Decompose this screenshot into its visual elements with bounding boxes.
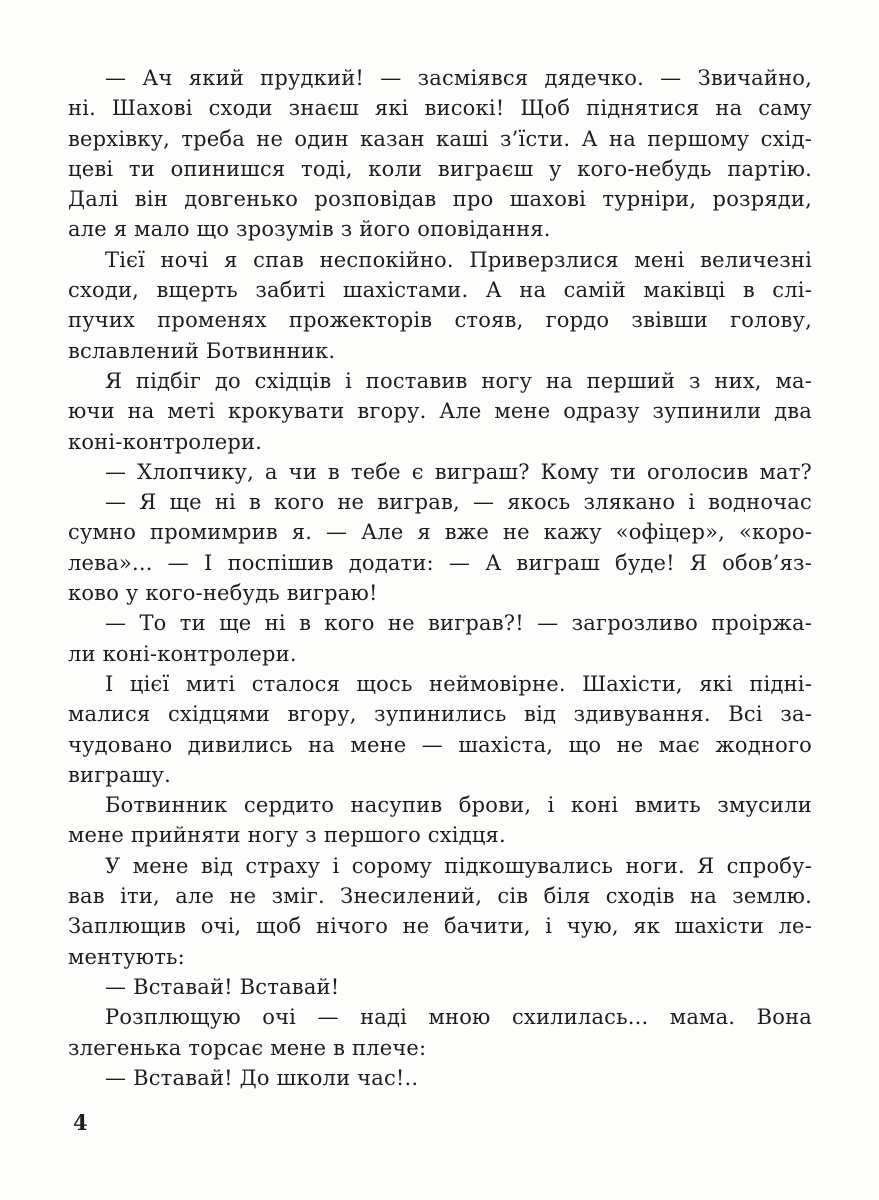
text-line: — Вставай! Вставай! bbox=[105, 974, 340, 999]
text-line: мене прийняти ногу з першого східця. bbox=[68, 823, 506, 848]
paragraph bbox=[68, 790, 812, 851]
paragraph bbox=[68, 245, 812, 366]
text-line: У мене від страху і сорому підкошувались ноги. Я спробу- bbox=[105, 853, 812, 878]
text-line: Ботвинник сердито насупив брови, і коні вмить змусили bbox=[105, 793, 812, 818]
text-line: — Хлопчику, а чи в тебе є виграш? Кому ти оголосив мат? bbox=[105, 459, 812, 484]
text-line: — Вставай! До школи час!.. bbox=[105, 1065, 419, 1090]
text-line: ли коні-контролери. bbox=[68, 641, 297, 666]
text-line: — То ти ще ні в кого не виграв?! — загрозливо проіржа- bbox=[105, 611, 812, 636]
paragraph bbox=[68, 63, 812, 245]
paragraph bbox=[68, 487, 812, 608]
text-line: злегенька торсає мене в плече: bbox=[68, 1035, 427, 1060]
text-line: верхівку, треба не один казан каші з’їсти. А на першому схід- bbox=[68, 126, 812, 151]
text-line: сходи, вщерть забиті шахістами. А на самій маківці в слі- bbox=[68, 278, 812, 303]
paragraph bbox=[68, 972, 812, 1002]
text-line: Заплющив очі, щоб нічого не бачити, і чую, як шахісти ле- bbox=[68, 914, 812, 939]
paragraph bbox=[68, 608, 812, 669]
text-line: ментують: bbox=[68, 944, 185, 969]
paragraph bbox=[68, 851, 812, 972]
text-line: Я підбіг до східців і поставив ногу на перший з них, ма- bbox=[105, 368, 812, 393]
page-number: 4 bbox=[73, 1110, 88, 1135]
text-line: коні-контролери. bbox=[68, 429, 263, 454]
text-line: вславлений Ботвинник. bbox=[68, 338, 336, 363]
text-line: сумно промимрив я. — Але я вже не кажу «офіцер», «коро- bbox=[68, 520, 812, 545]
paragraph bbox=[68, 1002, 812, 1063]
paragraph bbox=[68, 457, 812, 487]
text-line: вав іти, але не зміг. Знесилений, сів біля сходів на землю. bbox=[68, 884, 812, 909]
text-line: пучих променях прожекторів стояв, гордо звівши голову, bbox=[68, 308, 812, 333]
text-line: малися східцями вгору, зупинились від здивування. Всі за- bbox=[68, 702, 812, 727]
paragraph bbox=[68, 669, 812, 790]
text-block bbox=[68, 63, 812, 1093]
text-line: — Я ще ні в кого не виграв, — якось злякано і водночас bbox=[105, 490, 812, 515]
text-line: ково у кого-небудь виграю! bbox=[68, 581, 378, 606]
text-line: цеві ти опинишся тоді, коли виграєш у кого-небудь партію. bbox=[68, 156, 812, 181]
text-line: але я мало що зрозумів з його оповідання. bbox=[68, 217, 551, 242]
text-line: Розплющую очі — наді мною схилилась... мама. Вона bbox=[105, 1005, 812, 1030]
text-line: ючи на меті крокувати вгору. Але мене одразу зупинили два bbox=[68, 399, 812, 424]
text-line: ні. Шахові сходи знаєш які високі! Щоб піднятися на саму bbox=[68, 96, 812, 121]
text-line: чудовано дивились на мене — шахіста, що не має жодного bbox=[68, 732, 812, 757]
text-line: — Ач який прудкий! — засміявся дядечко. — Звичайно, bbox=[105, 66, 812, 90]
text-line: лева»... — І поспішив додати: — А виграш буде! Я обов’яз- bbox=[68, 550, 812, 575]
text-line: виграшу. bbox=[68, 762, 171, 787]
paragraph bbox=[68, 366, 812, 457]
text-line: Тієї ночі я спав неспокійно. Приверзлися мені величезні bbox=[105, 247, 812, 272]
text-line: І цієї миті сталося щось неймовірне. Шахісти, які підні- bbox=[105, 671, 812, 696]
paragraph bbox=[68, 1063, 812, 1093]
text-line: Далі він довгенько розповідав про шахові турніри, розряди, bbox=[68, 187, 812, 212]
